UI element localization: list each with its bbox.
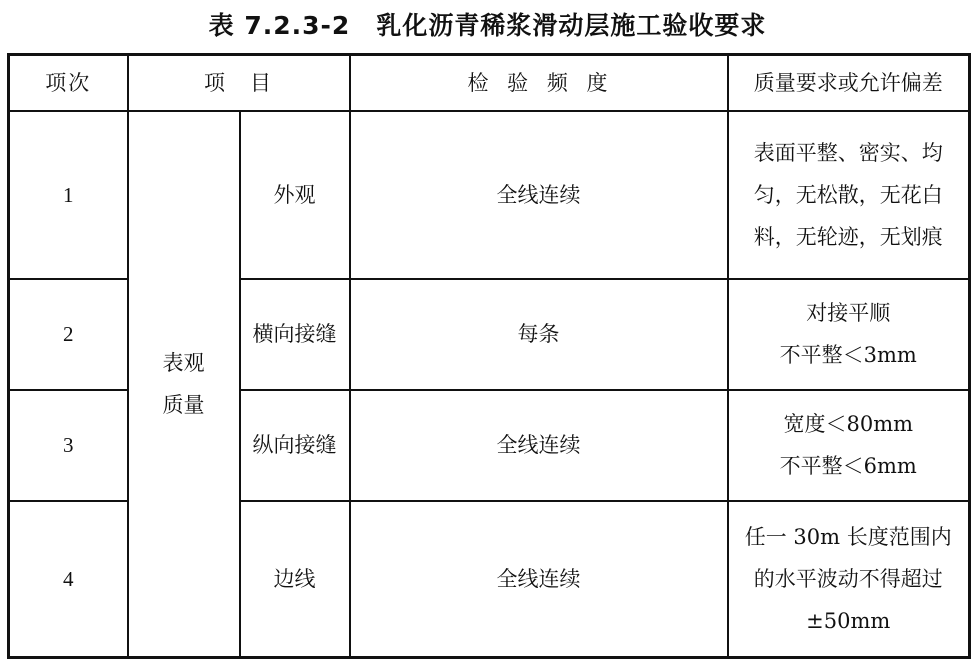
requirement-line: ±50mm [806,608,891,633]
row-requirement [728,111,970,279]
requirement-line: 的水平波动不得超过 [753,566,943,591]
header-item: 项 目 [128,55,350,111]
header-frequency: 检 验 频 度 [350,55,728,111]
header-row [9,55,970,111]
row-requirement [728,501,970,658]
row-frequency: 每条 [350,279,728,390]
header-requirement: 质量要求或允许偏差 [728,55,970,111]
row-frequency: 全线连续 [350,390,728,501]
row-no: 1 [9,111,128,279]
header-no: 项次 [9,55,128,111]
requirement-line: 对接平顺 [806,301,891,325]
requirement-line: 匀，无松散，无花白 [753,182,943,207]
group-label-line: 表观 [162,350,205,375]
table-title: 表 7.2.3-2 乳化沥青稀浆滑动层施工验收要求 [208,11,767,40]
requirement-line: 料，无轮迹，无划痕 [753,224,943,249]
row-requirement [728,390,970,501]
row-no: 3 [9,390,128,501]
table-row [9,111,970,279]
group-label-cell [128,111,240,658]
row-frequency: 全线连续 [350,501,728,658]
row-requirement [728,279,970,390]
row-item: 纵向接缝 [240,390,350,501]
row-item: 横向接缝 [240,279,350,390]
row-no: 4 [9,501,128,658]
requirement-line: 不平整＜6mm [779,454,917,478]
row-no: 2 [9,279,128,390]
requirement-line: 宽度＜80mm [783,412,914,436]
row-item: 边线 [240,501,350,658]
group-label-line: 质量 [162,392,205,417]
acceptance-table [7,53,971,659]
row-frequency: 全线连续 [350,111,728,279]
requirement-line: 任一 30m 长度范围内 [744,524,952,549]
requirement-line: 表面平整、密实、均 [753,140,943,165]
row-item: 外观 [240,111,350,279]
requirement-line: 不平整＜3mm [779,343,917,367]
